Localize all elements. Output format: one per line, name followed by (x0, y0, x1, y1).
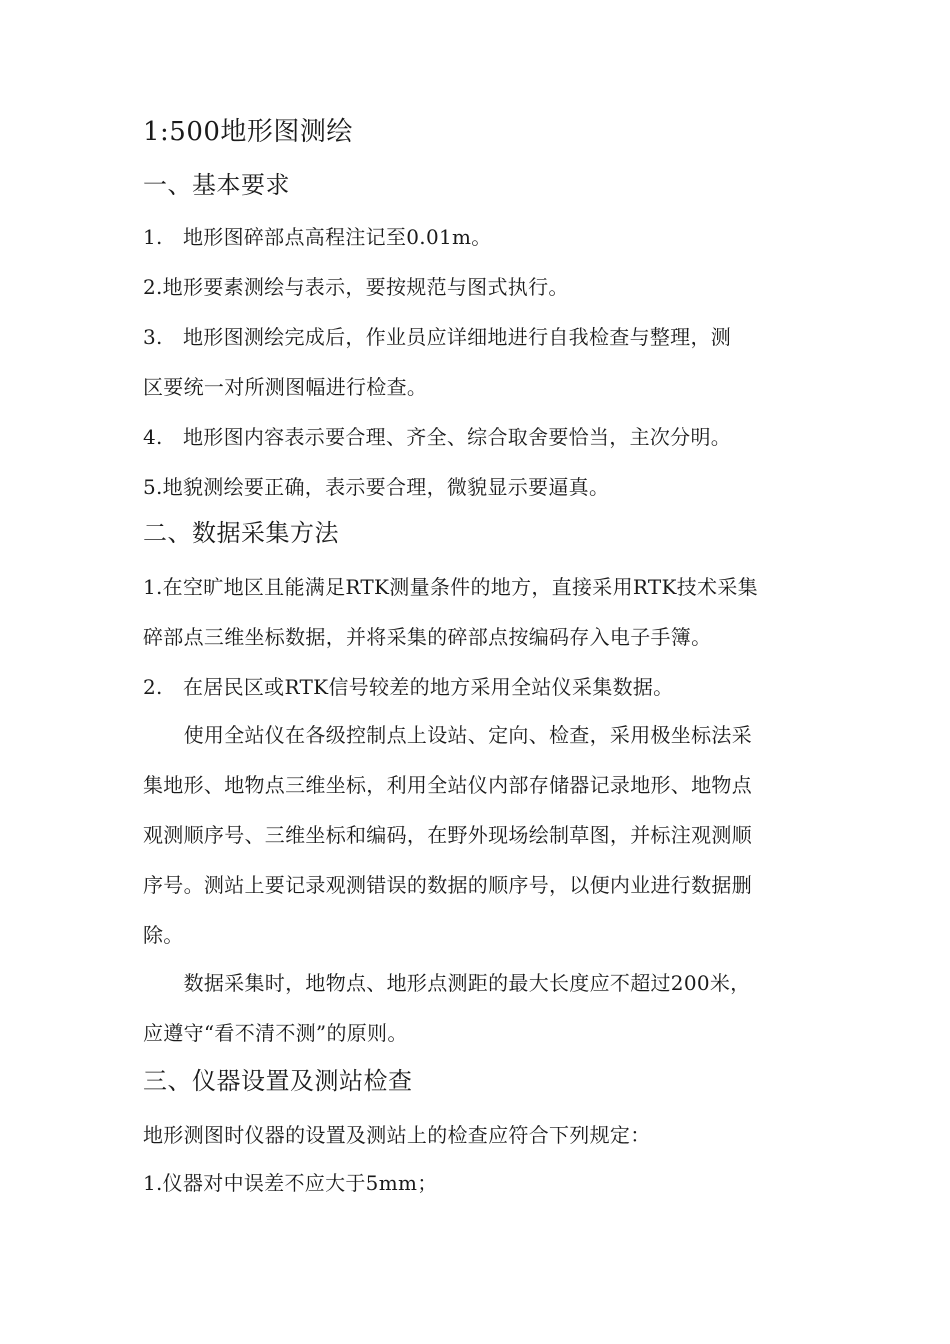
paragraph-line: 集地形、地物点三维坐标，利用全站仪内部存储器记录地形、地物点 (143, 773, 752, 797)
section-heading-instrument-setup: 三、仪器设置及测站检查 (143, 1067, 413, 1095)
paragraph-line: 数据采集时，地物点、地形点测距的最大长度应不超过200米， (143, 971, 751, 995)
paragraph-line: 2.地形要素测绘与表示，要按规范与图式执行。 (143, 275, 569, 299)
paragraph-line: 观测顺序号、三维坐标和编码，在野外现场绘制草图，并标注观测顺 (143, 823, 752, 847)
paragraph-line: 区要统一对所测图幅进行检查。 (143, 375, 428, 399)
paragraph-line: 4. 地形图内容表示要合理、齐全、综合取舍要恰当，主次分明。 (143, 425, 732, 449)
paragraph-line: 应遵守“看不清不测”的原则。 (143, 1021, 408, 1045)
document-title: 1:500地形图测绘 (143, 117, 353, 147)
paragraph-line: 碎部点三维坐标数据，并将采集的碎部点按编码存入电子手簿。 (143, 625, 712, 649)
section-heading-data-collection: 二、数据采集方法 (143, 519, 339, 547)
paragraph-line: 使用全站仪在各级控制点上设站、定向、检查，采用极坐标法采 (143, 723, 752, 747)
paragraph-line: 除。 (143, 923, 184, 947)
paragraph-line: 地形测图时仪器的设置及测站上的检查应符合下列规定： (143, 1123, 651, 1147)
section-heading-basic-requirements: 一、基本要求 (143, 171, 290, 199)
paragraph-line: 3. 地形图测绘完成后，作业员应详细地进行自我检查与整理，测 (143, 325, 732, 349)
paragraph-line: 5.地貌测绘要正确，表示要合理，微貌显示要逼真。 (143, 475, 610, 499)
paragraph-line: 1. 地形图碎部点高程注记至0.01m。 (143, 225, 492, 249)
paragraph-line: 2. 在居民区或RTK信号较差的地方采用全站仪采集数据。 (143, 675, 674, 699)
paragraph-line: 1.在空旷地区且能满足RTK测量条件的地方，直接采用RTK技术采集 (143, 575, 758, 599)
paragraph-line: 1.仪器对中误差不应大于5mm； (143, 1171, 438, 1195)
paragraph-line: 序号。测站上要记录观测错误的数据的顺序号，以便内业进行数据删 (143, 873, 752, 897)
